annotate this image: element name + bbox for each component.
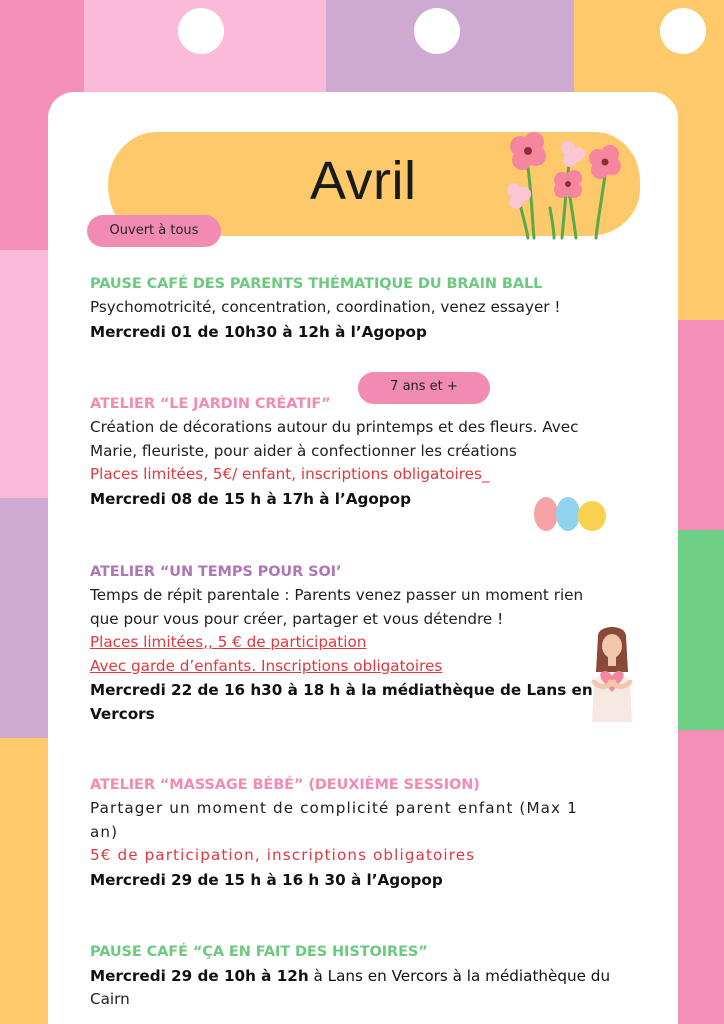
event-description: Psychomotricité, concentration, coordination, venez essayer ! [90, 298, 561, 316]
event-title: PAUSE CAFÉ DES PARENTS THÉMATIQUE DU BRAIN BALL [90, 276, 543, 292]
woman-hugging-heart-icon [584, 624, 640, 722]
badge-age: 7 ans et + [358, 372, 490, 404]
event-date: Mercredi 01 de 10h30 à 12h à l’Agopop [90, 322, 427, 341]
event-date: Mercredi 08 de 15 h à 17h à l’Agopop [90, 489, 411, 508]
event-histoires [90, 940, 620, 1012]
event-date-location: à Lans en Vercors à la médiathèque du [308, 967, 611, 985]
event-date: Mercredi 22 de 16 h30 à 18 h à la médiathèque de Lans en [90, 681, 593, 699]
event-title: ATELIER “LE JARDIN CRÉATIF” [90, 396, 331, 412]
flowers-icon [498, 128, 632, 240]
event-note: Avec garde d’enfants. Inscriptions obligatoires [90, 656, 443, 675]
event-date-time: Mercredi 29 de 10h à 12h [90, 967, 309, 985]
event-date: Vercors [90, 705, 155, 723]
easter-eggs-icon [528, 494, 612, 534]
event-temps-pour-soi [90, 560, 620, 726]
puzzle-notch [660, 8, 706, 54]
puzzle-notch [414, 8, 460, 54]
event-note: Places limitées,, 5 € de participation [90, 633, 367, 651]
puzzle-notch [178, 8, 224, 54]
event-description: Temps de répit parentale : Parents venez passer un moment rien [90, 586, 584, 604]
event-note: Places limitées, 5€/ enfant, inscriptions obligatoires_ [90, 465, 490, 483]
event-jardin-creatif [90, 392, 620, 511]
event-description: an) [90, 822, 119, 841]
event-description: Partager un moment de complicité parent enfant (Max 1 [90, 799, 578, 817]
event-description: Marie, fleuriste, pour aider à confectionner les créations [90, 441, 517, 460]
event-date-location: Cairn [90, 990, 130, 1008]
event-description: que pour vous pour créer, partager et vous détendre ! [90, 609, 504, 628]
event-title: PAUSE CAFÉ “ÇA EN FAIT DES HISTOIRES” [90, 944, 428, 960]
event-note: 5€ de participation, inscriptions obligatoires [90, 846, 476, 864]
event-date [90, 964, 620, 988]
badge-open-to-all: Ouvert à tous [87, 215, 221, 247]
event-massage-bebe [90, 773, 620, 892]
event-brain-ball [90, 272, 620, 344]
page-title: Avril [310, 151, 417, 211]
event-title: ATELIER “UN TEMPS POUR SOI’ [90, 564, 342, 580]
event-description: Création de décorations autour du printemps et des fleurs. Avec [90, 418, 579, 436]
event-date: Mercredi 29 de 15 h à 16 h 30 à l’Agopop [90, 870, 443, 889]
event-title: ATELIER “MASSAGE BÉBÉ” (DEUXIÈME SESSION) [90, 777, 480, 793]
